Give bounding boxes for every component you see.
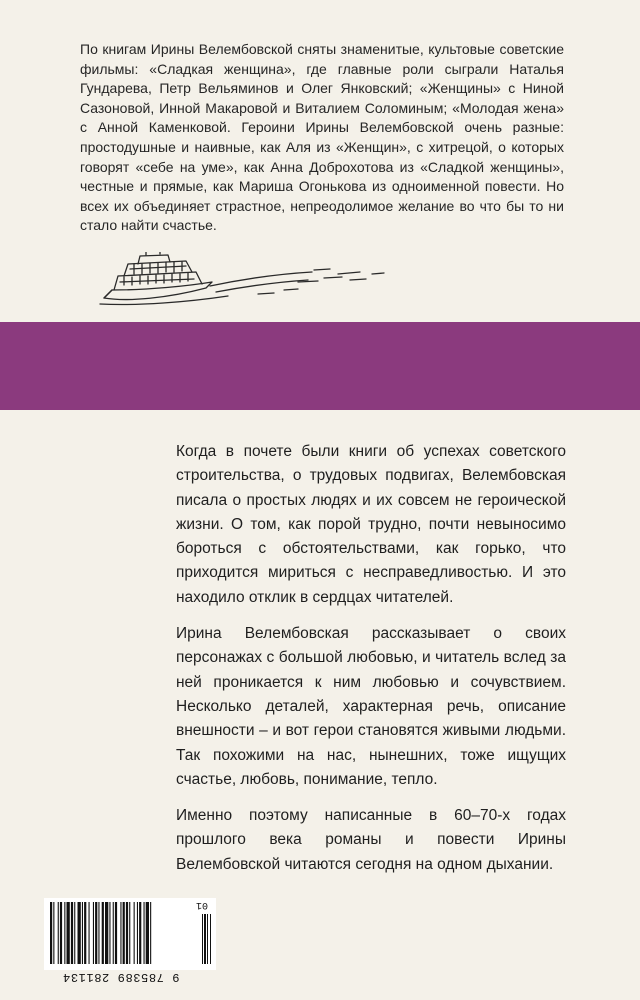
barcode-bar xyxy=(60,902,62,964)
barcode-bar xyxy=(98,902,99,964)
barcode-bar xyxy=(74,902,75,964)
boat-icon xyxy=(98,252,388,316)
barcode-bar xyxy=(139,902,141,964)
top-annotation: По книгам Ирины Велембовской сняты знаменитые, культовые советские фильмы: «Сладкая женщина», где главные роли сыграли Наталья Гундарева, Петр Вельяминов и Олег Янковский; «Женщины» с Ниной Сазоновой, Инной Макаровой и Виталием Соломиным; «Молодая жена» с Анной Каменковой. Героини Ирины Велембовской очень разные: простодушные и наивные, как Аля из «Женщин», с хитрецой, о которых говорят «себе на уме», как Анна Доброхотова из «Сладкой женщины», честные и прямые, как Мариша Огонькова из одноименной повести. Но всех их объединяет страстное, непреодолимое желание во что бы то ни стало найти счастье. xyxy=(80,41,564,234)
barcode-bar xyxy=(126,902,128,964)
barcode-bar xyxy=(120,902,121,964)
barcode-bar xyxy=(78,902,81,964)
barcode-bar xyxy=(64,902,65,964)
barcode-addon: 01 xyxy=(196,899,209,910)
barcode-bar xyxy=(105,902,108,964)
barcode-bar xyxy=(102,902,104,964)
barcode-addon-bar xyxy=(204,914,206,964)
barcode-bar xyxy=(95,902,97,964)
barcode-bar xyxy=(123,902,125,964)
isbn-digits: 9 785389 281134 xyxy=(62,970,180,984)
barcode-bar xyxy=(137,902,138,964)
barcode-bar xyxy=(115,902,117,964)
barcode-bar xyxy=(89,902,90,964)
paragraph-1: Когда в почете были книги об успехах советского строительства, о трудовых подвигах, Велембовская писала о простых людях и их совсем не героической жизни. О том, как порой трудно, почти невыносимо бороться с обстоятельствами, как горько, что приходится мириться с несправедливостью. И это находило отклик в сердцах читателей. xyxy=(176,443,566,606)
barcode-bar xyxy=(109,902,110,964)
barcode-bar xyxy=(93,902,94,964)
barcode-addon-bar xyxy=(207,914,208,964)
barcode-bar xyxy=(71,902,73,964)
barcode-bar xyxy=(146,902,149,964)
isbn-barcode xyxy=(44,898,216,970)
barcode-bar xyxy=(134,902,135,964)
paragraph-3: Именно поэтому написанные в 60–70-х годах прошлого века романы и повести Ирины Велембовской читаются сегодня на одном дыхании. xyxy=(176,807,566,873)
barcode-bar xyxy=(129,902,130,964)
barcode-bar xyxy=(113,902,114,964)
paragraph-2: Ирина Велембовская рассказывает о своих персонажах с большой любовью, и читатель вслед за ней проникается к ним любовью и сочувствием. Несколько деталей, характерная речь, описание внешности – и вот герои становятся живыми людьми. Так похожими на нас, нынешних, тоже ищущих счастье, любовь, понимание, тепло. xyxy=(176,625,566,788)
barcode-bar xyxy=(150,902,151,964)
barcode-bar xyxy=(67,902,70,964)
barcode-bars xyxy=(44,898,216,970)
barcode-bar xyxy=(82,902,83,964)
barcode-bar xyxy=(53,902,54,964)
barcode-bar xyxy=(84,902,86,964)
color-band xyxy=(0,322,640,410)
barcode-addon-bar xyxy=(210,914,211,964)
main-annotation xyxy=(176,440,566,889)
barcode-bar xyxy=(58,902,59,964)
barcode-bar xyxy=(50,902,52,964)
barcode-addon-bar xyxy=(202,914,203,964)
barcode-bar xyxy=(144,902,145,964)
